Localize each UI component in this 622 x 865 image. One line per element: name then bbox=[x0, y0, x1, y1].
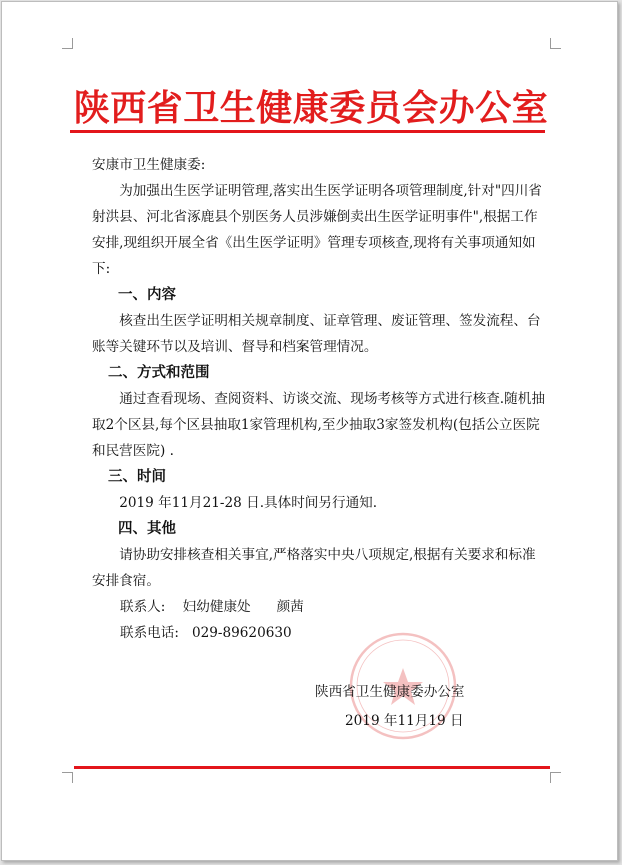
addressee: 安康市卫生健康委: bbox=[92, 157, 206, 173]
document-page bbox=[1, 1, 618, 861]
crop-mark-bottom-right bbox=[550, 772, 561, 783]
crop-mark-top-right bbox=[550, 38, 561, 49]
issuer-name: 陕西省卫生健康委办公室 bbox=[315, 684, 465, 700]
section-body-other: 请协助安排核查相关事宜,严格落实中央八项规定,根据有关要求和标准安排食宿。 bbox=[92, 547, 536, 589]
phone-label: 联系电话: bbox=[120, 625, 179, 641]
crop-mark-top-left bbox=[62, 38, 73, 49]
contact-person-line bbox=[92, 594, 547, 620]
footer-red-rule bbox=[74, 766, 550, 769]
header-red-rule bbox=[70, 130, 545, 133]
section-body-time: 2019 年11月21-28 日.具体时间另行通知. bbox=[119, 495, 378, 511]
document-header-title: 陕西省卫生健康委员会办公室 bbox=[73, 87, 549, 129]
phone-number: 029-89620630 bbox=[191, 625, 292, 641]
section-heading-content: 一、内容 bbox=[118, 287, 176, 303]
contact-department: 妇幼健康处 bbox=[182, 599, 251, 615]
section-body-content: 核查出生医学证明相关规章制度、证章管理、废证管理、签发流程、台账等关键环节以及培训、督导和档案管理情况。 bbox=[92, 313, 541, 355]
contact-phone-line bbox=[92, 620, 547, 646]
issue-date: 2019 年11月19 日 bbox=[345, 713, 464, 729]
document-body bbox=[92, 152, 547, 646]
section-heading-other: 四、其他 bbox=[118, 521, 176, 537]
crop-mark-bottom-left bbox=[62, 772, 73, 783]
contact-label: 联系人: bbox=[120, 599, 166, 615]
signature-block bbox=[315, 678, 555, 736]
section-body-method: 通过查看现场、查阅资料、访谈交流、现场考核等方式进行核查.随机抽取2个区县,每个区县抽取1家管理机构,至少抽取3家签发机构(包括公立医院和民营医院) . bbox=[92, 391, 545, 459]
section-heading-method: 二、方式和范围 bbox=[108, 365, 210, 381]
section-heading-time: 三、时间 bbox=[108, 469, 166, 485]
contact-name: 颜茜 bbox=[276, 599, 304, 615]
intro-paragraph: 为加强出生医学证明管理,落实出生医学证明各项管理制度,针对"四川省射洪县、河北省涿鹿县个别医务人员涉嫌倒卖出生医学证明事件",根据工作安排,现组织开展全省《出生医学证明》管理专项核查,现将有关事项通知如下: bbox=[92, 183, 542, 277]
